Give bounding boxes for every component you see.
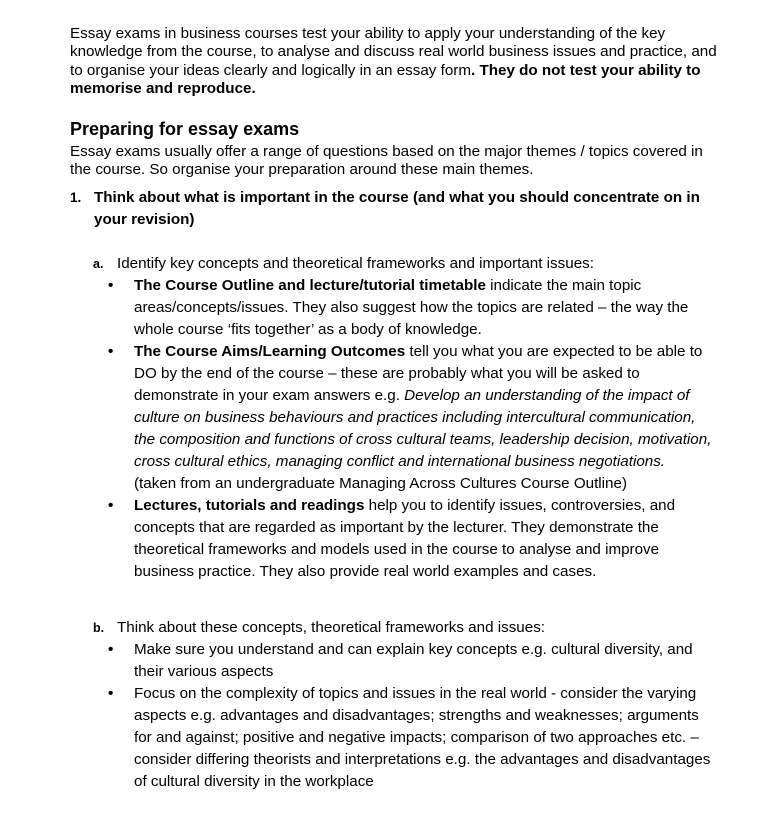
intro-text: Essay exams in business courses test your ability to apply your understanding of the key knowledge from the course, to analyse and discuss real world business issues and practice, and to organise your ideas clearly and logically in an essay form [70,25,717,79]
bullet-bold: The Course Outline and lecture/tutorial timetable [134,277,486,294]
sub-item-text: Think about these concepts, theoretical frameworks and issues: [117,619,546,636]
bullet-text: help you to identify issues, controversies, and concepts that are regarded as important by the lecturer. They demonstrate the theoretical frameworks and models used in the course to analyse and improve business practice. They also provide real world examples and cases. [134,497,676,580]
sub-item-b [93,617,733,639]
sub-item-text: Identify key concepts and theoretical frameworks and important issues: [117,255,594,272]
sub-item-a [93,253,733,275]
bullet-italic: Develop an understanding of the impact of culture on business behaviours and practices including intercultural communication, the composition and functions of cross cultural teams, leadership decision, motivation, cross cultural ethics, managing conflict and international business negotiations. [134,387,712,470]
bullet-note: (taken from an undergraduate Managing Across Cultures Course Outline) [134,475,628,492]
list-item [108,683,718,793]
list-item [108,341,718,495]
bullet-text: indicate the main topic areas/concepts/issues. They also suggest how the topics are related – the way the whole course ‘fits together’ as a body of knowledge. [134,277,689,338]
bullet-list-a [108,275,718,583]
sub-item-letter: a. [93,257,104,271]
item-text: Think about what is important in the course (and what you should concentrate on in your revision) [94,189,700,228]
list-item [108,275,718,341]
list-item [108,495,718,583]
sub-item-letter: b. [93,621,105,635]
bullet-list-b [108,639,718,793]
bullet-text: Focus on the complexity of topics and issues in the real world - consider the varying aspects e.g. advantages and disadvantages; strengths and weaknesses; arguments for and against; positive and negative impacts; comparison of two approaches etc. – consider differing theorists and interpretations e.g. the advantages and disadvantages of cultural diversity in the workplace [134,685,711,790]
numbered-item-1 [70,187,730,231]
intro-bold-text: . They do not test your ability to memorise and reproduce. [70,61,701,97]
bullet-text: Make sure you understand and can explain key concepts e.g. cultural diversity, and their various aspects [134,641,693,680]
bullet-icon: • [108,641,114,658]
section-intro: Essay exams usually offer a range of questions based on the major themes / topics covered in the course. So organise your preparation around these main themes. [70,143,703,179]
bullet-bold: Lectures, tutorials and readings [134,497,365,514]
bullet-icon: • [108,685,114,702]
item-number: 1. [70,190,82,205]
bullet-icon: • [108,343,114,360]
intro-paragraph [70,25,730,98]
list-item [108,639,718,683]
section-heading: Preparing for essay exams [70,119,300,139]
bullet-icon: • [108,277,114,294]
bullet-text: tell you what you are expected to be able to DO by the end of the course – these are probably what you will be asked to demonstrate in your exam answers e.g. [134,343,703,404]
bullet-bold: The Course Aims/Learning Outcomes [134,343,406,360]
bullet-icon: • [108,497,114,514]
